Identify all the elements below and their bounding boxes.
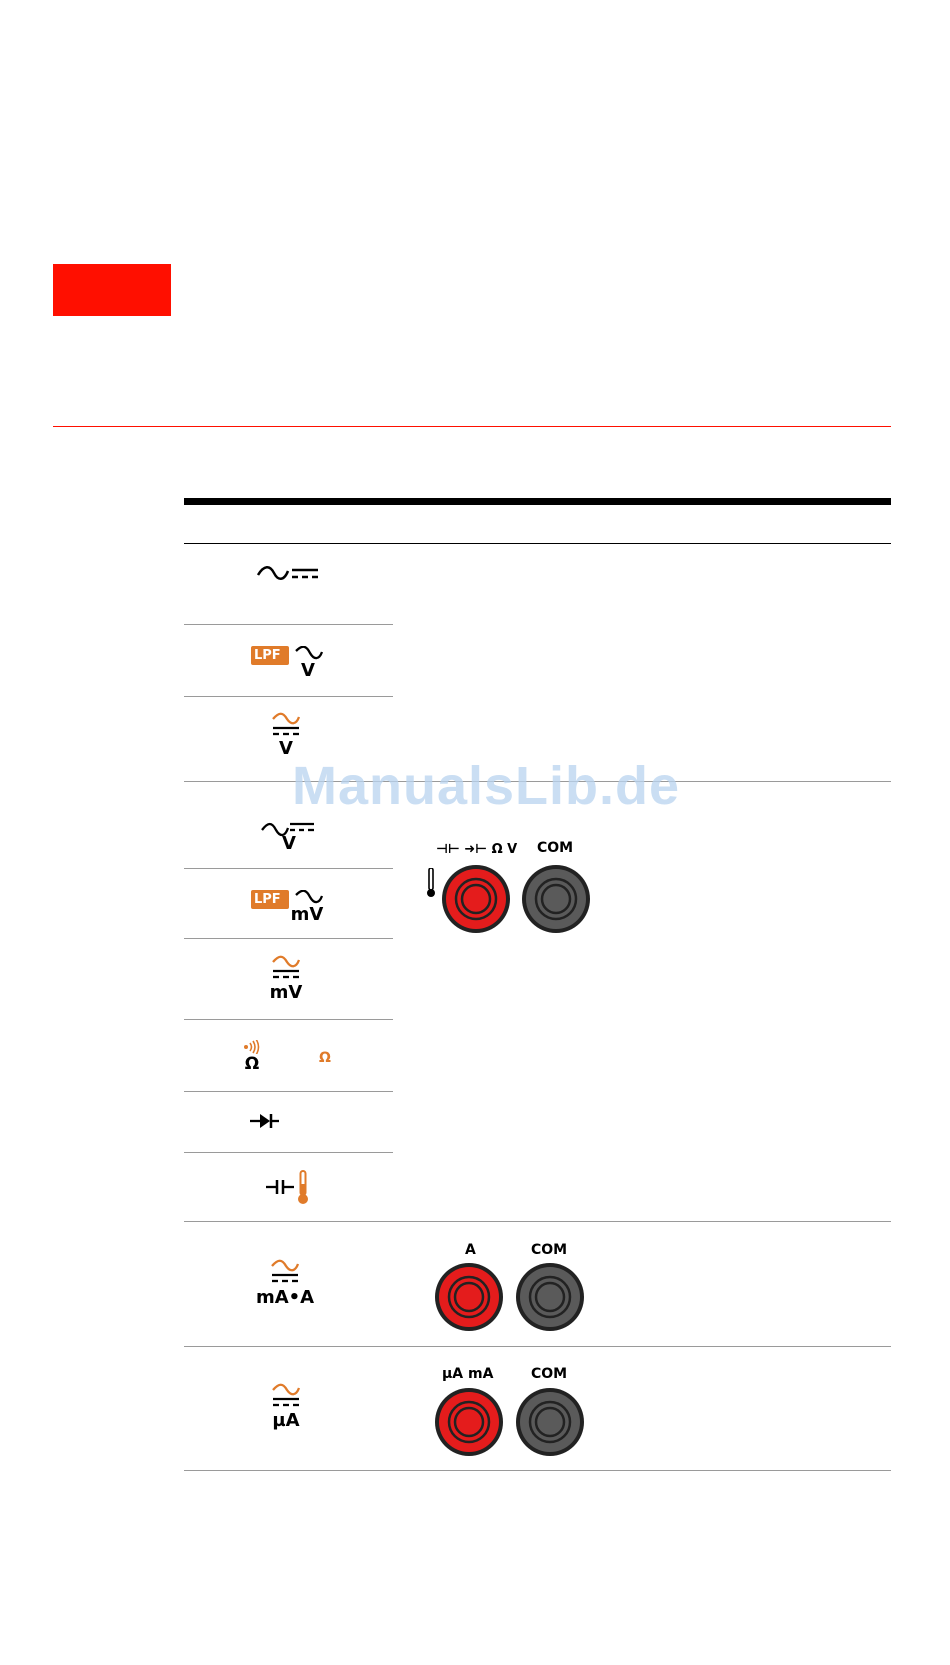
table-top-rule — [184, 498, 891, 505]
row-divider — [184, 696, 393, 697]
thermometer-icon — [296, 1170, 310, 1211]
chapter-tab — [53, 264, 171, 316]
millivolt-unit: mV — [269, 982, 303, 1003]
row-divider — [184, 1091, 393, 1092]
ac-dc-icon — [256, 562, 320, 589]
watermark: ManualsLib.de — [292, 756, 681, 816]
com-jack — [515, 1387, 585, 1462]
volt-unit: V — [279, 738, 293, 759]
row-divider — [184, 938, 393, 939]
ohm-symbol: Ω — [244, 1054, 260, 1074]
volt-unit: V — [301, 660, 315, 681]
row-divider — [184, 1346, 891, 1347]
diode-icon — [250, 1112, 280, 1135]
current-unit: mA•A — [255, 1287, 315, 1308]
row-divider — [184, 1221, 891, 1222]
amp-label: A — [465, 1242, 476, 1258]
red-input-jack — [434, 1387, 504, 1462]
voltage-terminal-labels: ⊣⊢ ➜⊢ Ω V — [436, 842, 518, 857]
thermometer-mark — [425, 868, 437, 903]
table-header-rule — [184, 543, 891, 544]
ac-dc-stack-icon — [270, 1259, 300, 1290]
com-label: COM — [531, 1366, 568, 1382]
microamp-milliamp-label: µA mA — [442, 1366, 494, 1382]
red-input-jack — [434, 1262, 504, 1337]
volt-unit: V — [282, 833, 296, 854]
microamp-unit: µA — [272, 1410, 300, 1431]
com-jack — [515, 1262, 585, 1337]
com-label: COM — [531, 1242, 568, 1258]
lpf-badge: LPF — [251, 646, 289, 665]
capacitor-icon — [266, 1178, 294, 1201]
header-rule — [53, 426, 891, 427]
row-divider — [184, 624, 393, 625]
row-divider — [184, 1019, 393, 1020]
lpf-badge: LPF — [251, 890, 289, 909]
com-label: COM — [537, 840, 574, 856]
row-divider — [184, 1152, 393, 1153]
com-jack — [521, 864, 591, 939]
table-bottom-rule — [184, 1470, 891, 1471]
millivolt-unit: mV — [290, 904, 324, 925]
ohm-symbol: Ω — [319, 1050, 331, 1066]
row-divider — [184, 868, 393, 869]
red-input-jack — [441, 864, 511, 939]
